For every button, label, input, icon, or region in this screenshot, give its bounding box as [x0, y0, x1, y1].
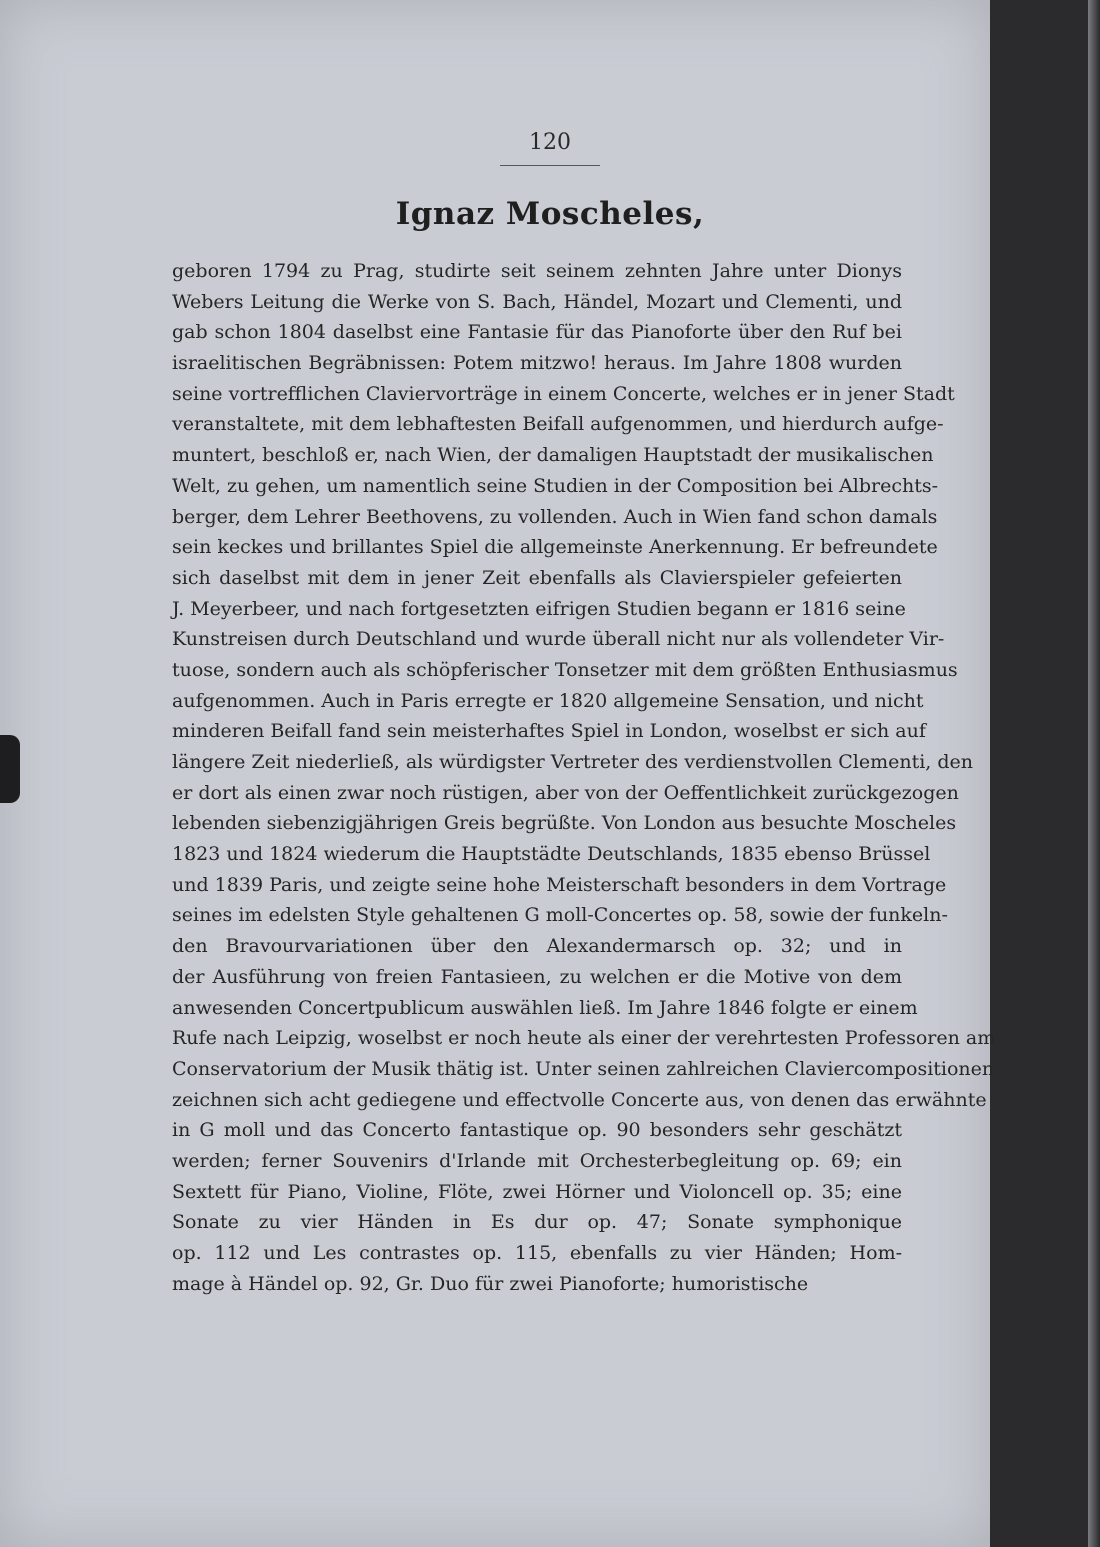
text-line: berger, dem Lehrer Beethovens, zu vollenden. Auch in Wien fand schon damals	[172, 505, 938, 528]
text-line: seines im edelsten Style gehaltenen G moll-Concertes op. 58, sowie der funkeln-	[172, 904, 948, 927]
book-edge	[1088, 0, 1100, 1547]
text-line: tuose, sondern auch als schöpferischer Tonsetzer mit dem größten Enthusiasmus	[172, 658, 958, 681]
text-line: veranstaltete, mit dem lebhaftesten Beifall aufgenommen, und hierdurch aufge-	[172, 413, 944, 436]
text-line: in G moll und das Concerto fantastique op. 90 besonders sehr geschätzt	[172, 1119, 902, 1142]
text-line: Sextett für Piano, Violine, Flöte, zwei Hörner und Violoncell op. 35; eine	[172, 1180, 902, 1203]
text-line: anwesenden Concertpublicum auswählen ließ. Im Jahre 1846 folgte er einem	[172, 996, 918, 1019]
text-line: J. Meyerbeer, und nach fortgesetzten eifrigen Studien begann er 1816 seine	[172, 597, 906, 620]
text-line: Welt, zu gehen, um namentlich seine Studien in der Composition bei Albrechts-	[172, 474, 939, 497]
text-line: op. 112 und Les contrastes op. 115, ebenfalls zu vier Händen; Hom-	[172, 1242, 902, 1264]
text-line: der Ausführung von freien Fantasieen, zu welchen er die Motive von dem	[172, 965, 902, 988]
binding-tab	[0, 735, 20, 803]
entry-heading: Ignaz Moscheles,	[395, 196, 705, 232]
text-line: seine vortrefflichen Claviervorträge in einem Concerte, welches er in jener Stadt	[172, 382, 955, 405]
page-number-rule	[500, 165, 600, 166]
text-line: den Bravourvariationen über den Alexandermarsch op. 32; und in	[172, 935, 902, 958]
text-line: sein keckes und brillantes Spiel die allgemeinste Anerkennung. Er befreundete	[172, 536, 938, 559]
text-line: mage à Händel op. 92, Gr. Duo für zwei Pianoforte; humoristische	[172, 1272, 809, 1295]
text-line: werden; ferner Souvenirs d'Irlande mit Orchesterbegleitung op. 69; ein	[172, 1149, 902, 1172]
text-line: Rufe nach Leipzig, woselbst er noch heute als einer der verehrtesten Professoren am	[172, 1027, 996, 1050]
text-line: er dort als einen zwar noch rüstigen, aber von der Oeffentlichkeit zurückgezogen	[172, 781, 959, 804]
text-line: zeichnen sich acht gediegene und effectvolle Concerte aus, von denen das erwähnte	[172, 1088, 987, 1111]
text-line: Kunstreisen durch Deutschland und wurde überall nicht nur als vollendeter Vir-	[172, 628, 945, 651]
text-line: Sonate zu vier Händen in Es dur op. 47; Sonate symphonique	[172, 1211, 902, 1234]
text-line: und 1839 Paris, und zeigte seine hohe Meisterschaft besonders in dem Vortrage	[172, 873, 947, 896]
text-line: sich daselbst mit dem in jener Zeit ebenfalls als Clavierspieler gefeierten	[172, 566, 902, 589]
page-number: 120	[529, 130, 571, 155]
text-line: minderen Beifall fand sein meisterhaftes Spiel in London, woselbst er sich auf	[172, 720, 926, 743]
text-line: aufgenommen. Auch in Paris erregte er 1820 allgemeine Sensation, und nicht	[172, 689, 924, 712]
entry-body	[172, 256, 996, 1299]
text-line: Webers Leitung die Werke von S. Bach, Händel, Mozart und Clementi, und	[172, 290, 902, 313]
text-line: 1823 und 1824 wiederum die Hauptstädte Deutschlands, 1835 ebenso Brüssel	[172, 843, 931, 866]
text-line: geboren 1794 zu Prag, studirte seit seinem zehnten Jahre unter Dionys	[172, 260, 902, 282]
text-line: israelitischen Begräbnissen: Potem mitzwo! heraus. Im Jahre 1808 wurden	[172, 352, 902, 375]
text-line: muntert, beschloß er, nach Wien, der damaligen Hauptstadt der musikalischen	[172, 444, 934, 467]
text-line: gab schon 1804 daselbst eine Fantasie für das Pianoforte über den Ruf bei	[172, 321, 902, 344]
text-line: längere Zeit niederließ, als würdigster Vertreter des verdienstvollen Clementi, den	[172, 751, 974, 773]
text-line: Conservatorium der Musik thätig ist. Unter seinen zahlreichen Claviercompositionen	[172, 1057, 995, 1080]
text-line: lebenden siebenzigjährigen Greis begrüßte. Von London aus besuchte Moscheles	[172, 812, 957, 835]
